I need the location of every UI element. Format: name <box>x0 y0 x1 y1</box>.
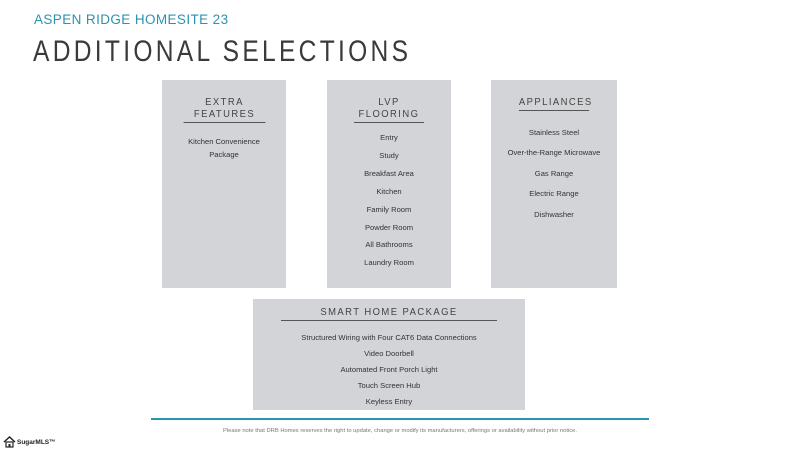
page-title: ADDITIONAL SELECTIONS <box>33 35 412 68</box>
list-item: Breakfast Area <box>364 168 414 178</box>
extra-features-heading: EXTRA FEATURES <box>183 80 265 123</box>
extra-features-card <box>162 80 286 288</box>
house-icon <box>3 436 16 448</box>
list-item: Electric Range <box>529 189 579 199</box>
list-item: Dishwasher <box>534 209 574 219</box>
extra-features-list <box>162 136 286 161</box>
sugar-mls-logo <box>3 435 56 449</box>
lvp-flooring-list <box>327 129 451 272</box>
list-item: Family Room <box>366 204 412 214</box>
appliances-list <box>491 123 617 225</box>
list-item: Stainless Steel <box>528 128 580 137</box>
list-item: Kitchen Convenience <box>188 137 260 146</box>
list-item: Gas Range <box>534 168 574 178</box>
list-item: Kitchen <box>376 186 402 196</box>
page-subtitle: ASPEN RIDGE HOMESITE 23 <box>34 12 229 27</box>
smart-home-heading: SMART HOME PACKAGE <box>281 299 497 321</box>
list-item: All Bathrooms <box>365 240 413 250</box>
disclaimer-notice: Please note that DRB Homes reserves the right to update, change or modify its manufacturers, offerings or availability without prior notice. <box>222 428 577 434</box>
list-item: Video Doorbell <box>364 348 414 358</box>
lvp-flooring-heading: LVP FLOORING <box>354 80 424 123</box>
list-item: Powder Room <box>364 222 414 232</box>
appliances-card <box>491 80 617 288</box>
lvp-flooring-card <box>327 80 451 288</box>
list-item: Over-the-Range Microwave <box>507 148 601 158</box>
list-item: Laundry Room <box>364 258 414 268</box>
list-item: Package <box>209 149 239 159</box>
list-item: Automated Front Porch Light <box>340 364 438 374</box>
smart-home-package-card <box>253 299 525 410</box>
smart-home-list <box>253 330 525 410</box>
list-item: Study <box>379 150 399 160</box>
list-item: Entry <box>380 133 398 142</box>
footer-divider <box>151 418 649 420</box>
logo-text: SugarMLS™ <box>17 438 56 446</box>
list-item: Touch Screen Hub <box>357 380 421 390</box>
list-item: Keyless Entry <box>365 396 413 406</box>
appliances-heading: APPLIANCES <box>519 80 589 111</box>
list-item: Structured Wiring with Four CAT6 Data Connections <box>301 333 477 342</box>
